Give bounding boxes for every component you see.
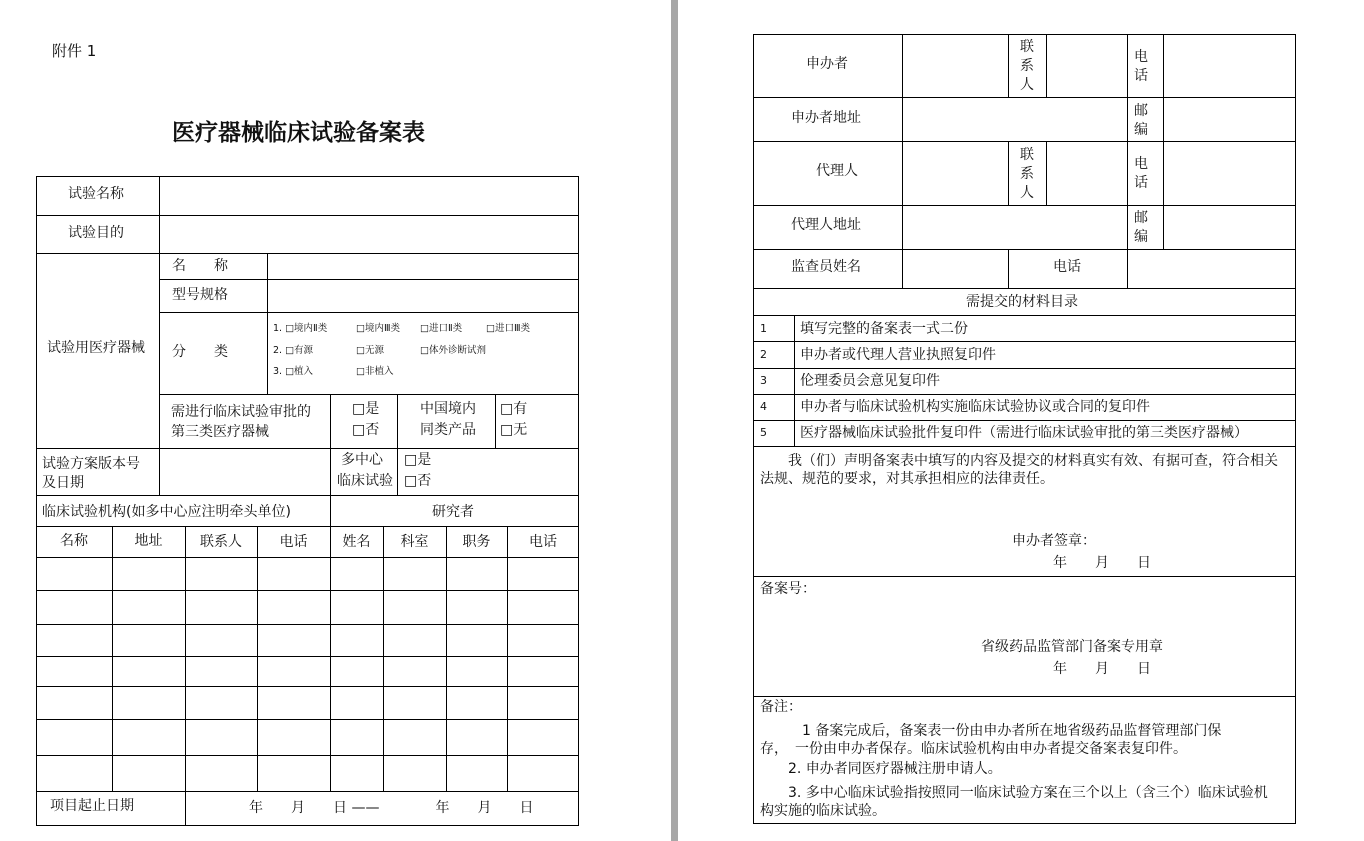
category-option[interactable]: □进口Ⅲ类 xyxy=(486,323,531,334)
approval-question-line1: 需进行临床试验审批的 xyxy=(171,404,311,420)
domestic-have-checkbox[interactable]: □有 xyxy=(500,401,528,417)
declaration-line2: 法规、规范的要求，对其承担相应的法律责任。 xyxy=(760,471,1054,487)
column-header: 姓名 xyxy=(342,534,371,550)
monitor-label: 监查员姓名 xyxy=(791,259,861,275)
page-divider xyxy=(671,0,678,841)
materials-title: 需提交的材料目录 xyxy=(966,294,1078,310)
multicenter-label-line1: 多中心 xyxy=(341,452,383,468)
period-label: 项目起止日期 xyxy=(50,798,134,814)
column-header: 名称 xyxy=(60,533,88,549)
seal-label: 省级药品监管部门备案专用章 xyxy=(981,639,1163,655)
column-header: 地址 xyxy=(134,533,163,549)
category-option[interactable]: □无源 xyxy=(356,345,384,356)
column-header: 电话 xyxy=(529,534,557,550)
domestic-product-line1: 中国境内 xyxy=(420,401,476,417)
agent-phone-label: 电话 xyxy=(1134,156,1148,191)
approval-no-checkbox[interactable]: □否 xyxy=(352,422,380,438)
domestic-none-checkbox[interactable]: □无 xyxy=(500,422,528,438)
column-header: 联系人 xyxy=(200,534,242,550)
material-item: 申办者或代理人营业执照复印件 xyxy=(800,347,996,363)
note-1-line2: 存， 一份由申办者保存。临床试验机构由申办者提交备案表复印件。 xyxy=(760,741,1187,757)
page-title: 医疗器械临床试验备案表 xyxy=(172,120,425,146)
category-option[interactable]: 1. □境内Ⅱ类 xyxy=(273,323,328,334)
material-number: 1 xyxy=(760,322,767,335)
material-number: 2 xyxy=(760,348,767,361)
model-label: 型号规格 xyxy=(172,287,228,303)
category-option[interactable]: □体外诊断试剂 xyxy=(420,345,486,356)
trial-purpose-label: 试验目的 xyxy=(68,225,124,241)
period-value: 年 月 日 —— 年 月 日 xyxy=(249,800,534,816)
note-3-line1: 3. 多中心临床试验指按照同一临床试验方案在三个以上（含三个）临床试验机 xyxy=(760,785,1268,801)
column-header: 职务 xyxy=(462,534,491,550)
agent-label: 代理人 xyxy=(816,163,858,179)
note-1-line1: 1 备案完成后，备案表一份由申办者所在地省级药品监督管理部门保 xyxy=(760,723,1222,739)
protocol-label-line1: 试验方案版本号 xyxy=(42,456,140,472)
sponsor-label: 申办者 xyxy=(806,56,848,72)
multicenter-label-line2: 临床试验 xyxy=(337,473,393,489)
category-option[interactable]: 3. □植入 xyxy=(273,366,314,377)
agent-postcode-label: 邮编 xyxy=(1134,210,1148,245)
attachment-label: 附件 1 xyxy=(52,42,97,60)
signature-date: 年 月 日 xyxy=(1053,555,1151,571)
material-number: 4 xyxy=(760,400,767,413)
approval-question-line2: 第三类医疗器械 xyxy=(171,424,269,440)
agent-address-label: 代理人地址 xyxy=(791,217,861,233)
device-name-label: 名 称 xyxy=(172,258,228,274)
domestic-product-line2: 同类产品 xyxy=(420,422,476,438)
material-item: 医疗器械临床试验批件复印件（需进行临床试验审批的第三类医疗器械） xyxy=(800,425,1248,441)
sponsor-postcode-label: 邮编 xyxy=(1134,103,1148,138)
category-label: 分 类 xyxy=(172,344,228,360)
category-option[interactable]: 2. □有源 xyxy=(273,345,314,356)
column-header: 科室 xyxy=(400,534,429,550)
material-number: 3 xyxy=(760,374,767,387)
filing-form-table xyxy=(36,176,579,826)
filing-number-label: 备案号： xyxy=(760,581,816,597)
multicenter-yes-checkbox[interactable]: □是 xyxy=(404,452,432,468)
device-label: 试验用医疗器械 xyxy=(47,340,145,356)
seal-date: 年 月 日 xyxy=(1053,661,1151,677)
trial-name-label: 试验名称 xyxy=(68,186,124,202)
institution-label: 临床试验机构(如多中心应注明牵头单位) xyxy=(42,504,291,520)
category-option[interactable]: □非植入 xyxy=(356,366,394,377)
approval-yes-checkbox[interactable]: □是 xyxy=(352,401,380,417)
material-item: 申办者与临床试验机构实施临床试验协议或合同的复印件 xyxy=(800,399,1150,415)
material-item: 填写完整的备案表一式二份 xyxy=(800,321,968,337)
protocol-label-line2: 及日期 xyxy=(42,475,84,491)
multicenter-no-checkbox[interactable]: □否 xyxy=(404,473,432,489)
column-header: 电话 xyxy=(279,534,308,550)
monitor-phone-label: 电话 xyxy=(1053,259,1081,275)
note-3-line2: 构实施的临床试验。 xyxy=(760,803,886,819)
declaration-line1: 我（们）声明备案表中填写的内容及提交的材料真实有效、有据可查，符合相关 xyxy=(760,453,1278,469)
sponsor-phone-label: 电话 xyxy=(1134,49,1148,84)
material-number: 5 xyxy=(760,426,767,439)
note-2: 2. 申办者同医疗器械注册申请人。 xyxy=(760,761,1002,777)
investigator-label: 研究者 xyxy=(432,504,474,520)
notes-title: 备注： xyxy=(760,699,802,715)
category-option[interactable]: □境内Ⅲ类 xyxy=(356,323,401,334)
sponsor-contact-label: 联系人 xyxy=(1020,39,1034,93)
material-item: 伦理委员会意见复印件 xyxy=(800,373,940,389)
sponsor-signature-label: 申办者签章： xyxy=(1012,533,1096,549)
agent-contact-label: 联系人 xyxy=(1020,147,1034,201)
sponsor-address-label: 申办者地址 xyxy=(791,110,861,126)
category-option[interactable]: □进口Ⅱ类 xyxy=(420,323,463,334)
